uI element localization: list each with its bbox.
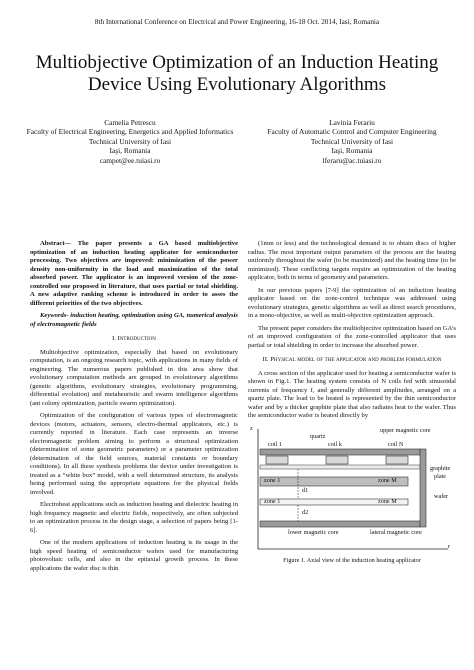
paragraph: A cross section of the applicator used for heating a semiconductor wafer is shown in Fig.1. The heating system consists of N coils fed with sinusoidal currents of frequency f, and generally different amplitudes, arranged on a quartz plate. The load to be heated is represented by the thin semiconductor wafer and by a thicker graphite plate that also radiates heat to the wafer. Thus the semiconductor wafer is heated directly by bbox=[248, 369, 456, 419]
paragraph: The present paper considers the multiobjective optimization based on GA’s of an improved configuration of the zone-controlled applicator that uses partial or total shielding in order to increase the absorbed power. bbox=[248, 324, 456, 349]
d2-label: d2 bbox=[302, 508, 309, 516]
coil-k-label: coil k bbox=[328, 440, 342, 448]
left-column bbox=[30, 240, 238, 577]
coil-n-shape bbox=[386, 456, 408, 464]
d1-label: d1 bbox=[302, 486, 309, 494]
author-university: Technical University of Iasi bbox=[88, 136, 172, 146]
coil-n-label: coil N bbox=[388, 440, 404, 448]
zone-1-wafer-label: zone 1 bbox=[264, 497, 281, 505]
lower-core-shape bbox=[260, 521, 420, 527]
quartz-plate-shape bbox=[260, 465, 420, 469]
author-name: Lavinia Ferariu bbox=[329, 118, 375, 127]
r-axis-label: r bbox=[448, 542, 451, 550]
keywords: Keywords- induction heating, optimization using GA, numerical analysis of electromagnetic fields bbox=[30, 312, 238, 328]
paragraph: (1mm or less) and the technological demand is to obtain discs of higher radius. The most important output parameters of the process are the heating uniformly throughout the wafer (to be maximized) and the heating time (to be minimized). These conflicting targets require an optimization of the heating applicator, both in terms of geometry and parameters. bbox=[248, 240, 456, 281]
zone-m-label: zone M bbox=[378, 476, 397, 484]
author-affiliation: Faculty of Electrical Engineering, Energetics and Applied Informatics bbox=[26, 127, 234, 137]
section-heading-2 bbox=[248, 356, 456, 365]
section-heading-1 bbox=[30, 335, 238, 344]
zone-m-wafer-label: zone M bbox=[378, 497, 397, 505]
conference-header: 8th International Conference on Electrical and Power Engineering, 16-18 Oct. 2014, Iasi, Romania bbox=[94, 18, 380, 26]
section-number: I. bbox=[112, 335, 116, 342]
coil-k-shape bbox=[326, 456, 348, 464]
author-city: Iaşi, Romania bbox=[331, 146, 373, 156]
author-block-1 bbox=[20, 118, 240, 165]
right-column bbox=[248, 240, 456, 565]
author-name: Camelia Petrescu bbox=[104, 118, 156, 127]
paragraph: Optimization of the configuration of various types of electromagnetic devices (motors, actuators, sensors, electro-thermal applicators, etc.) is currently reported in literature. Each case represents an inverse electromagnetic problem aiming to perform a structural optimization (determination of some geometric parameters) or a parameter optimization (determination of the field sources, material constants or boundary conditions). In all these synthesis problems the device under investigation is treated as a “white box” model, with a well determined structure, its analysis being performed using the appropriate equations for the physical fields involved. bbox=[30, 412, 238, 496]
abstract: Abstract— The paper presents a GA based multiobjective optimization of an induction heating applicator for semiconductor processing. Two objectives are improved: minimization of the power density non-uniformity in the load and maximization of the total absorbed power. The applicator is an improved version of the zone-controlled one proposed in literature, that uses partial or total shielding. A new adaptive ranking scheme is introduced in order to asses the different priorities of the two objectives. bbox=[30, 240, 238, 307]
section-title: Physical model of the applicator and problem formulation bbox=[270, 356, 442, 363]
paragraph: One of the modern applications of induction heating is its usage in the high speed heating of semiconductor wafers used for manufacturing photovoltaic cells, and also in the epitaxial growth process. In these applications the wafer disc is thin bbox=[30, 539, 238, 572]
lower-core-label: lower magnetic core bbox=[288, 528, 339, 536]
quartz-label: quartz bbox=[310, 432, 326, 440]
coil-1-label: coil 1 bbox=[268, 440, 282, 448]
paragraph: In our previous papers [7-9] the optimization of an induction heating applicator based on the zone-control technique was addressed using evolutionary strategies, genetic algorithms as well as direct search procedures, in a mono-objective, as well as multi-objective optimization approach. bbox=[248, 286, 456, 319]
section-title: Introduction bbox=[117, 335, 156, 342]
section-number: II. bbox=[262, 356, 269, 363]
z-axis-label: z bbox=[250, 424, 253, 432]
figure-caption: Figure 1. Axial view of the induction heating applicator bbox=[283, 556, 421, 564]
author-affiliation: Faculty of Automatic Control and Computer Engineering bbox=[267, 127, 437, 137]
graphite-label: graphite bbox=[430, 464, 451, 472]
coil-1-shape bbox=[266, 456, 288, 464]
lateral-core-shape bbox=[420, 449, 426, 527]
plate-label: plate bbox=[434, 472, 447, 480]
upper-core-shape bbox=[260, 449, 420, 455]
author-city: Iaşi, Romania bbox=[109, 146, 151, 156]
paragraph: Multiobjective optimization, especially that based on evolutionary computation, is an ongoing research topic, with applications in many fields of engineering. The numerous papers published in this area show that evolutionary computation methods are grouped in evolutionary algorithms (genetic algorithms, evolutionary strategies, evolutionary programming, differential evolution) and metaheuristic and swarm intelligence algorithms (ant colony optimization, particle swarm optimization). bbox=[30, 348, 238, 407]
author-email: campet@ee.tuiasi.ro bbox=[99, 155, 161, 165]
wafer-label: wafer bbox=[434, 492, 449, 500]
upper-core-label: upper magnetic core bbox=[380, 426, 431, 434]
zone-1-label: zone 1 bbox=[264, 476, 281, 484]
author-university: Technical University of Iasi bbox=[310, 136, 394, 146]
author-block-2 bbox=[242, 118, 462, 165]
paragraph: Electroheat applications such as induction heating and dielectric heating in high frequency magnetic and electric fields, respectively, are often subjected to an optimization process in the design stage, a selection of papers being [1-6]. bbox=[30, 501, 238, 534]
paper-title: Multiobjective Optimization of an Induction Heating Device Using Evolutionary Algorithms bbox=[35, 52, 439, 95]
author-email: lferaru@ac.tuiasi.ro bbox=[322, 155, 382, 165]
figure-1 bbox=[248, 425, 456, 565]
lateral-core-label: lateral magnetic core bbox=[370, 528, 422, 536]
